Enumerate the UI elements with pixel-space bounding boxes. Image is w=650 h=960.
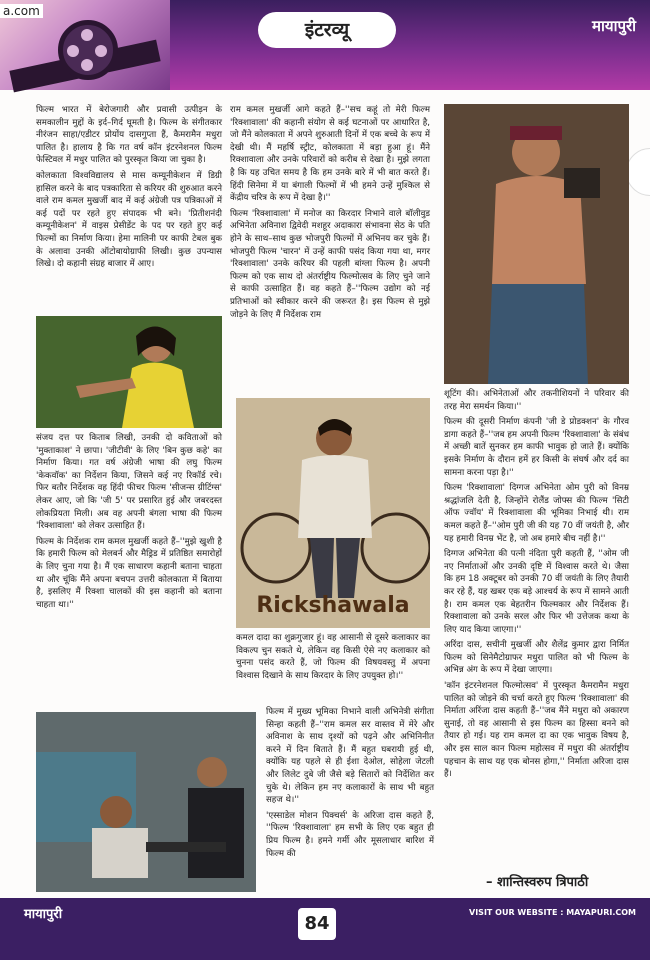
website-link[interactable]: VISIT OUR WEBSITE : MAYAPURI.COM bbox=[469, 908, 636, 917]
scroll-handle[interactable] bbox=[626, 148, 650, 196]
paragraph: फिल्म के निर्देशक राम कमल मुखर्जी कहते हैं–''मुझे खुशी है कि हमारी फिल्म को मेलबर्न और मैड्रिड में प्रतिष्ठित समारोहों के लिए चुना गया है। मैं एक साधारण कहानी बताना चाहता था और चूंकि मैंने अपना बचपन उत्तरी कोलकाता में बिताया है, इसलिए मैं रिक्शा चालकों की इस कहानी को बताना चाहता था।'' bbox=[36, 536, 222, 610]
actor-photo bbox=[444, 104, 629, 384]
paragraph: कमल दादा का शुक्रगुजार हूं। वह आसानी से दूसरे कलाकार का विकल्प चुन सकते थे, लेकिन वह किसी ऐसे नए कलाकार को चुनना पसंद करते हैं, जो फिल्म की विषयवस्तु में अपना विश्वास दिखाने के साथ किरदार के लिए उपयुक्त हो।'' bbox=[236, 633, 430, 681]
actor-illustration bbox=[444, 104, 629, 384]
paragraph: फिल्म 'रिक्शावाला' दिग्गज अभिनेता ओम पुरी को विनम्र श्रद्धांजलि देती है, जिन्होंने रोलैंड जोफ्स की फिल्म 'सिटी ऑफ ज्वॉय' में रिक्शावाला की भूमिका निभाई थी। राम कमल कहते हैं–''ओम पुरी जी की यह 70 वीं जयंती है, और यह हमारी विनम्र भेंट है, जो अब हमारे बीच नहीं है।'' bbox=[444, 483, 629, 544]
actress-illustration bbox=[36, 316, 222, 428]
section-title: इंटरव्यू bbox=[258, 12, 396, 48]
article-column-1 bbox=[36, 104, 222, 274]
header-banner bbox=[0, 0, 650, 90]
url-fragment: a.com bbox=[0, 4, 43, 18]
paragraph: संजय दत्त पर किताब लिखी, उनकी दो कविताओं को 'मुक्ताकाश' ने छापा। 'जीटीवी' के लिए 'बिन कुछ कहे' का निर्माण किया। गत वर्ष अंग्रेजी भाषा की लघु फिल्म 'केकवॉक' का निर्देशन किया, जिसने कई नए रिकॉर्ड रचे। फिर बतौर निर्देशक वह हिंदी फीचर फिल्म 'सीजन्स ग्रीटिंग्स' लेकर आए, जो कि 'जी 5' पर प्रसारित हुई और जबरदस्त लोकप्रियता मिली। अब वह अपनी बंगला भाषा की फिल्म 'रिक्शावाला' को लेकर उत्साहित हैं। bbox=[36, 433, 222, 532]
film-reel-icon bbox=[58, 20, 118, 80]
paragraph: दिग्गज अभिनेता की पत्नी नंदिता पुरी कहती हैं, ''ओम जी नए निर्माताओं और उनकी दृष्टि में विश्वास करते थे। जैसा कि हम 18 अक्टूबर को उनकी 70 वीं जयंती के लिए तैयारी कर रहे हैं, यह खबर एक बड़े आश्चर्य के रूप में सामने आती है। राम कमल एक बेहतरीन फिल्मकार और निर्देशक हैं। रिक्शावाला को उनके सरल और फिर भी उत्तेजक कथा के लिए याद किया जाएगा।'' bbox=[444, 549, 629, 635]
article-column-3 bbox=[444, 388, 629, 784]
shooting-still-photo bbox=[36, 712, 256, 892]
footer-brand: मायापुरी bbox=[24, 907, 63, 922]
paragraph: फिल्म 'रिक्शावाला' में मनोज का किरदार निभाने वाले बॉलीवुड अभिनेता अविनाश द्विवेदी मशहूर अदाकारा संभावना सेठ के पति होने के साथ–साथ कुछ भोजपुरी फिल्मों में अभिनय कर चुके हैं। भोजपुरी फिल्म 'चारन' में उन्हें काफी पसंद किया गया था, मगर 'रिक्शावाला' उनके करियर की पहली बांग्ला फिल्म है। अपनी फिल्म को एक साथ दो अंतर्राष्ट्रीय फिल्मोत्सव के लिए चुने जाने से काफी उत्साहित हैं। वह कहते हैं–''फिल्म उद्योग को नई प्रतिभाओं को स्वीकार करने की जरूरत है। इस फिल्म से मुझे जोड़ने के लिए मैं निर्देशक राम bbox=[230, 208, 430, 320]
paragraph: कोलकाता विश्वविद्यालय से मास कम्यूनीकेशन में डिग्री हासिल करने के बाद पत्रकारिता से करियर की शुरुआत करने वाले राम कमल मुखर्जी बाद में कई अंग्रेजी पत्र पत्रिकाओं में कई पदों पर रहते हुए संपादक भी बने। 'प्रितीशनंदी कम्यूनीकेशन' में वाइस प्रेसीडेंट के पद पर रहते हुए कई फिल्मों का निर्माण किया। हेमा मालिनी पर काफी टेबल बुक के अलावा उनकी ऑटोबायोग्राफी लिखी। कुछ उपन्यास लिखे। दो कहानी संग्रह बाजार में आए। bbox=[36, 170, 222, 270]
shooting-illustration bbox=[36, 712, 256, 892]
article-column-2c bbox=[266, 706, 434, 863]
poster-title: Rickshawala bbox=[256, 593, 410, 618]
article-column-1b bbox=[36, 432, 222, 614]
article-column-2b bbox=[236, 632, 430, 685]
author-byline: – शान्तिस्वरुप त्रिपाठी bbox=[486, 875, 589, 890]
article-column-2 bbox=[230, 104, 430, 324]
actress-photo bbox=[36, 316, 222, 428]
brand-logo: मायापुरी bbox=[592, 17, 636, 35]
paragraph: फिल्म की दूसरी निर्माण कंपनी 'जी डे प्रोडक्शन' के गौरव डागा कहते हैं–''जब हम अपनी फिल्म 'रिक्शावाला' के संबंध में अच्छी बातें सुनकर हम काफी भावुक हो जाते हैं। क्योंकि इसके निर्माण के दौरान हमें हर किसी के संघर्ष और दर्द का सामना करना पड़ा है।'' bbox=[444, 417, 629, 478]
page-number: 84 bbox=[298, 908, 336, 940]
paragraph: शूटिंग की। अभिनेताओं और तकनीशियनों ने परिवार की तरह मेरा समर्थन किया।'' bbox=[444, 389, 629, 412]
paragraph: राम कमल मुखर्जी आगे कहते हैं–''सच कहूं तो मेरी फिल्म 'रिक्शावाला' की कहानी संयोग से कई घटनाओं पर आधारित है, जो मैंने कोलकाता में अपने शुरुआती दिनों में एक बच्चे के रूप में देखी थी। मैं महर्षि स्ट्रीट, कोलकाता में बड़ा हुआ हूं। मैंने रिक्शावाला और उनके परिवारों को करीब से देखा है। मुझे लगता है कि यह उचित समय है कि हम उनके बारे में भी बात करते हैं। हिंदी सिनेमा में या बंगाली फिल्मों में भी हमने उन्हें मुश्किल से केंद्रीय चरित्र के रूप में देखा है।'' bbox=[230, 105, 430, 204]
rickshawala-poster bbox=[236, 398, 430, 628]
paragraph: 'कॉन इंटरनेशनल फिल्मोत्सव' में पुरस्कृत कैमरामैन मधुरा पालित को जोड़ने की चर्चा करते हुए फिल्म 'रिक्शावाला' की निर्माता अरिंजा दास कहती हैं–''जब मैंने मधुरा को अकारण सुनाई, तो वह आसानी से इस फिल्म का हिस्सा बनने को तैयार हो गई। यह राम कमल दा का एक भावुक विषय है, और इस साल कान फिल्म महोत्सव में मधुरा की अंतर्राष्ट्रीय पहचान के साथ यह एक बोनस होगा,'' निर्माता अरिजा दास हैं। bbox=[444, 681, 629, 780]
paragraph: फिल्म भारत में बेरोजगारी और प्रवासी उत्पीड़न के समकालीन मुद्दों के इर्द–गिर्द घूमती है। फिल्म के संगीतकार नीरंजन साहा/एडीटर प्रोयोंय दासगुप्ता हैं, कैमरामैन मधुरा पालित है। हालाय है कि गत वर्ष कॉन इंटरनेशनल फिल्म फेस्टिवल में मधुर पालित को पुरस्कृत किया जा चुका है। bbox=[36, 105, 222, 166]
paragraph: अरिंदा दास, सचीनी मुखर्जी और शैलेंद्र कुमार द्वारा निर्मित फिल्म को सिनेमैटोग्राफर मधुरा पालित को भी फिल्म के अभिन्न अंग के रूप में देखा जाएगा। bbox=[444, 640, 629, 676]
paragraph: फिल्म में मुख्य भूमिका निभाने वाली अभिनेत्री संगीता सिन्हा कहती हैं–''राम कमल सर वास्तव में मेरे और अविनाश के साथ दृश्यों को पढ़ने और अभिनिनीत करने में दिन बिताते हैं। मैं बहुत घबरायी हुई थी, क्योंकि यह पहले से ही ईशा देओल, सोहेला जेटली और लिलेट दुबे जी जैसे बड़े सितारों को निर्देशित कर चुके थे। लेकिन हम नए कलाकारों के साथ भी बहुत सहज थे।'' bbox=[266, 707, 434, 806]
paragraph: 'एस्साडेल मोशन पिक्चर्स' के अरिजा दास कहते हैं, ''फिल्म 'रिक्शावाला' हम सभी के लिए एक बहुत ही प्रिय फिल्म है। हमने गर्मी और मूसलाधार बारिश में फिल्म की bbox=[266, 810, 434, 859]
